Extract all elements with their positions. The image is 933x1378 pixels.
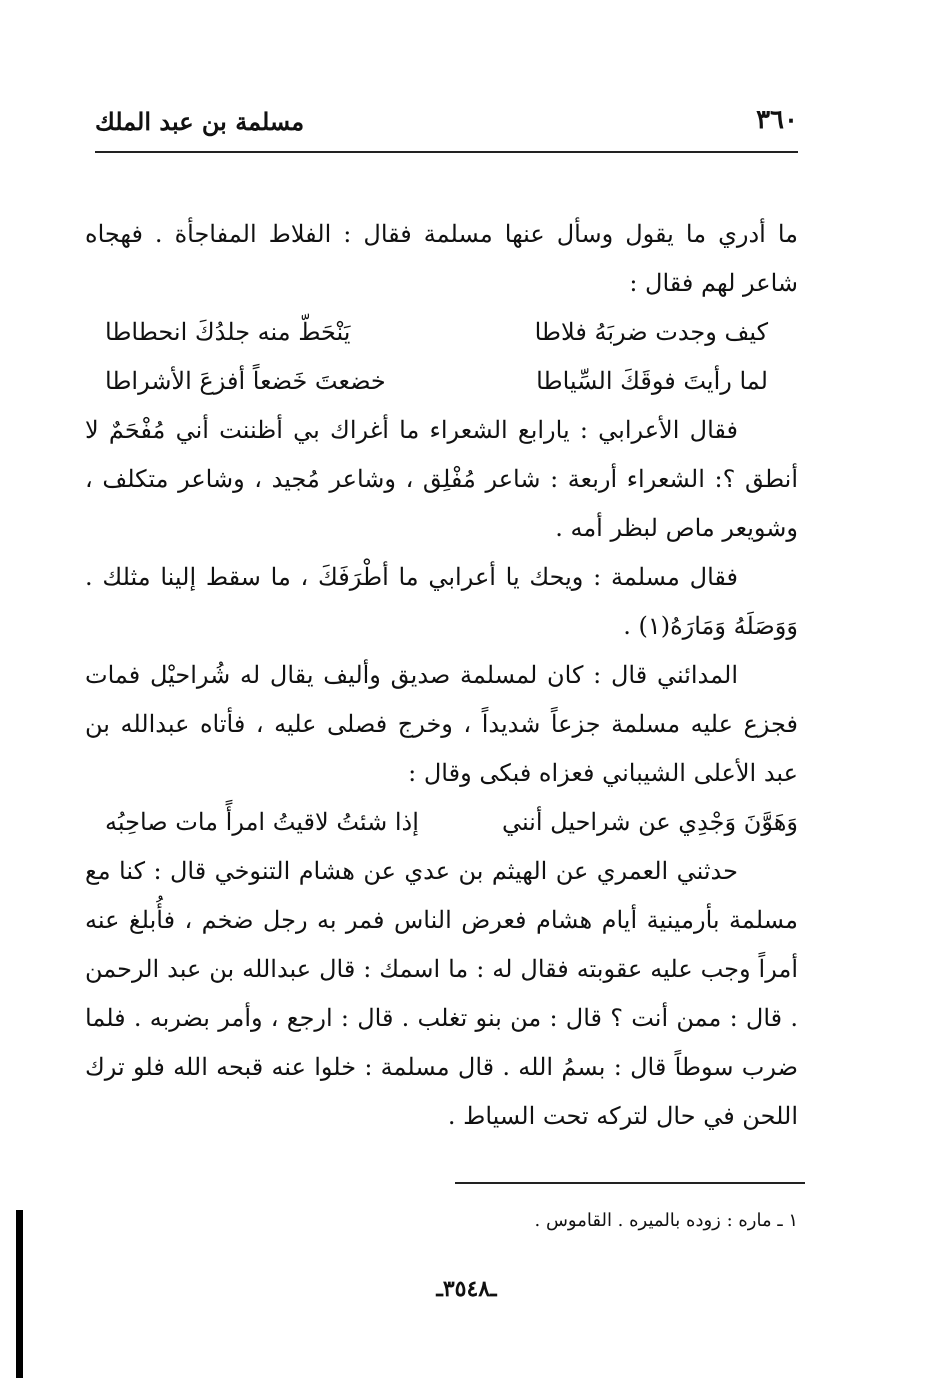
poem-1-line-1-second-hemistich: يَنْحَطّ منه جلدُكَ انحطاطا [105, 318, 351, 346]
paragraph-1: ما أدري ما يقول وسأل عنها مسلمة فقال : الفلاط المفاجأة . فهجاه شاعر لهم فقال : [85, 220, 798, 297]
running-header [95, 105, 798, 153]
poem-1-line-1 [85, 308, 798, 357]
poem-2-second-hemistich: إذا شئتُ لاقيتُ امرأً مات صاحِبُه [105, 808, 419, 836]
poem-1-line-1-first-hemistich: كيف وجدت ضربَهُ فلاطا [534, 318, 768, 346]
footnote-separator [455, 1182, 805, 1184]
paragraph-5: حدثني العمري عن الهيثم بن عدي عن هشام التنوخي قال : كنا مع مسلمة بأرمينية أيام هشام فعرض الناس فمر به رجل ضخم ، فأُبلغ عنه أمراً وجب عليه عقوبته فقال له : ما اسمك : قال عبدالله بن عبد الرحمن . قال : ممن أنت ؟ قال : من بنو تغلب . قال : ارجع ، وأمر بضربه . فلما ضرب سوطاً قال : بسمُ الله . قال مسلمة : خلوا عنه قبحه الله فلو ترك اللحن في حال لتركه تحت السياط . [85, 857, 798, 1130]
poem-2-line [85, 798, 798, 847]
paragraph-2: فقال الأعرابي : يارابع الشعراء ما أغراك بي أظننت أني مُفْحَمٌ لا أنطق ؟: الشعراء أربعة : شاعر مُفْلِق ، وشاعر مُجيد ، وشاعر متكلف ، وشويعر ماص لبظر أمه . [85, 416, 798, 542]
main-text [85, 210, 798, 1141]
poem-1-line-2-first-hemistich: لما رأيتَ فوقَكَ السِّياطا [536, 367, 768, 395]
poem-2-first-hemistich: وَهَوَّنَ وَجْدِي عن شراحيل أنني [501, 808, 798, 836]
header-page-number: ٣٦٠ [756, 105, 798, 135]
footer-page-number: ـ٣٥٤٨ـ [436, 1276, 497, 1302]
paragraph-4: المدائني قال : كان لمسلمة صديق وأليف يقال له شُراحيْل فمات فجزع عليه مسلمة جزعاً شديداً ، وخرج فصلى عليه ، فأتاه عبدالله بن عبد الأعلى الشيباني فعزاه فبكى وقال : [85, 661, 798, 787]
footnote: ١ ـ ماره : زوده بالميره . القاموس . [534, 1210, 798, 1231]
poem-1-line-2-second-hemistich: خضعتَ خَضعاً أفزعَ الأشراطا [105, 367, 386, 395]
header-chapter-title: مسلمة بن عبد الملك [95, 107, 305, 136]
poem-1-line-2 [85, 357, 798, 406]
paragraph-3: فقال مسلمة : ويحك يا أعرابي ما أطْرَفَكَ ، ما سقط إلينا مثلك . وَوَصَلَهُ وَمَارَهُ(١) . [85, 563, 798, 640]
